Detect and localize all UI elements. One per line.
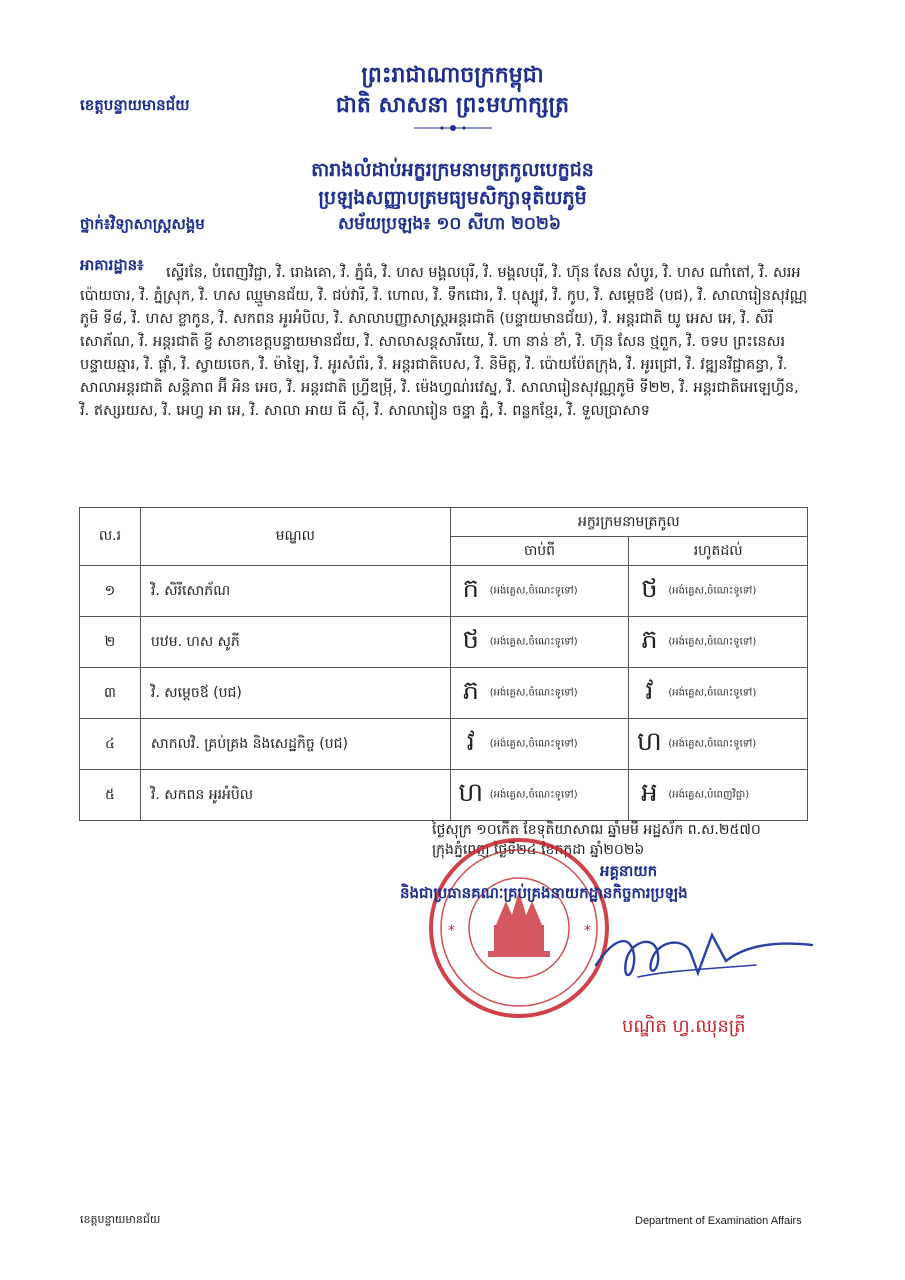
from-letter: ភ <box>462 676 479 706</box>
from-note: (អង់គ្លេស,ចំណេះទូទៅ) <box>489 585 578 597</box>
header-center: មណ្ឌល <box>140 508 450 566</box>
row-from <box>450 617 629 668</box>
kingdom-heading: ព្រះរាជាណាចក្រកម្ពុជា <box>361 63 544 88</box>
to-letter: ថ <box>641 574 658 604</box>
to-letter: វ <box>645 676 654 706</box>
row-from <box>450 719 629 770</box>
to-letter: ហ <box>636 727 662 757</box>
from-letter: ក <box>462 574 479 604</box>
header-to: រហូតដល់ <box>629 537 808 566</box>
row-center: វិ. សម្តេចឪ (បជ) <box>140 668 450 719</box>
table-row <box>80 668 808 719</box>
ornament-divider <box>412 124 494 132</box>
row-center: សាកលវិ. គ្រប់គ្រង និងសេដ្ឋកិច្ច (បជ) <box>140 719 450 770</box>
row-number: ៣ <box>80 668 141 719</box>
to-letter: ភ <box>641 625 658 655</box>
footer-province: ខេត្តបន្ទាយមានជ័យ <box>80 1213 161 1226</box>
row-from <box>450 770 629 821</box>
row-center: បឋម. ហស សូភី <box>140 617 450 668</box>
from-note: (អង់គ្លេស,ចំណេះទូទៅ) <box>489 738 578 750</box>
row-to <box>629 617 808 668</box>
document-subtitle: ប្រឡងសញ្ញាបត្រមធ្យមសិក្សាទុតិយភូមិ <box>318 187 587 209</box>
class-level: ថ្នាក់៖វិទ្យាសាស្ត្រសង្គម <box>80 215 205 233</box>
official-seal-icon <box>426 835 612 1021</box>
table-row <box>80 770 808 821</box>
national-motto: ជាតិ សាសនា ព្រះមហាក្សត្រ <box>335 93 570 118</box>
header-alphabet: អក្ខរក្រមនាមត្រកូល <box>450 508 807 537</box>
to-note: (អង់គ្លេស,ចំណេះទូទៅ) <box>668 687 757 699</box>
header-no: ល.រ <box>80 508 141 566</box>
row-center: វិ. សកពន អូរអំបិល <box>140 770 450 821</box>
centers-label: អាគារដ្ឋាន៖ <box>80 256 144 274</box>
table-header-row <box>80 508 808 537</box>
signature-icon <box>586 915 816 995</box>
row-number: ៥ <box>80 770 141 821</box>
row-number: ៤ <box>80 719 141 770</box>
signer-organization: និងជាប្រធានគណៈគ្រប់គ្រងនាយកដ្ឋានកិច្ចការប្រឡង <box>400 884 688 902</box>
signer-role: អគ្គនាយក <box>600 862 658 880</box>
to-note: (អង់គ្លេស,ចំណេះទូទៅ) <box>668 585 757 597</box>
row-from <box>450 668 629 719</box>
exam-date: សម័យប្រឡង៖ ១០ សីហា ២០២៦ <box>338 214 561 234</box>
svg-text:*: * <box>584 923 591 939</box>
table-row <box>80 719 808 770</box>
header-from: ចាប់ពី <box>450 537 629 566</box>
row-number: ២ <box>80 617 141 668</box>
footer-department: Department of Examination Affairs <box>635 1215 802 1227</box>
centers-list-text: ស្ទើរនែ, បំពេញវិជ្ជា, វិ. រោងគោ, វិ. ភ្នំធំ, វិ. ហស មង្គលបុរី, វិ. មង្គលបុរី, វិ. ហ៊ុន សែន សំបូរ, វិ. ហស ណាំតៅ, វិ. សរអ ប៉ោយចារ, វិ. ភ្នំស្រុក, វិ. ហស ឈ្មួមានជ័យ, វិ. ជប់វារី, វិ. ហោល, វិ. ទឹកជោរ, វិ. បុស្បូវ, វិ. កូប, វិ. សម្តេចឪ (បជ), វិ. សាលារៀនសុវណ្ណភូមិ ទី៨, វិ. ហស ខ្លាកូន, វិ. សកពន អូរអំបិល, វិ. សាលាបញ្ញាសាស្ត្រអន្តរជាតិ (បន្ទាយមានជ័យ), វិ. អន្តរជាតិ យូ អេស អេ, វិ. សិរីសោភ័ណ, វិ. អន្តរជាតិ ខ្វី សាខាខេត្តបន្ទាយមានជ័យ, វិ. សាលាសន្តសារីយេ, វិ. ហា នាន់ ខាំ, វិ. ហ៊ុន សែន ថ្មពួក, វិ. ចទប ព្រះនេសរ បន្ទាយឆ្មារ, វិ. ផ្គាំ, វិ. ស្វាយចេក, វិ. ម៉ាឡៃ, វិ. អូរសំព័រ, វិ. អន្តរជាតិបេស, វិ. និមិត្ត, វិ. ប៉ោយប៉ែតក្រុង, វិ. អូរជ្រៅ, វិ. វឌ្ឍនវិជ្ជាគន្ធា, វិ. សាលាអន្តរជាតិ សន្តិភាព អ៊ី អិន អេច, វិ. អន្តរជាតិ ហ្វ្រីឌម្រ៉ី, វិ. ម៉េងហ្វណ់រវេស្ន, វិ. សាលារៀនសុវណ្ណភូមិ ទី២២, វិ. អន្តរជាតិអេឡេហ្វីន, វិ. ឥស្សរយស, វិ. អេហ្វ អា អេ, វិ. សាលា អាយ ធី ស៊ី, វិ. សាលារៀន ចន្ទា ភ្នំ, វិ. ពន្លកខ្មែរ, វិ. ទួលប្រាសាទ <box>80 265 808 419</box>
solar-date: ក្រុងភ្នំពេញ ថ្ងៃទី២៤ ខែកក្កដា ឆ្នាំ២០២៦ <box>432 842 645 858</box>
from-letter: វ <box>466 727 475 757</box>
centers-list <box>80 262 808 423</box>
lunar-date: ថ្ងៃសុក្រ ១០កើត ខែទុតិយាសាឍ ឆ្នាំមមី អដ្ឋស័ក ព.ស.២៥៧០ <box>432 822 761 838</box>
to-letter: អ <box>641 778 658 808</box>
to-note: (អង់គ្លេស,បំពេញវិជ្ជា) <box>668 789 750 801</box>
to-note: (អង់គ្លេស,ចំណេះទូទៅ) <box>668 636 757 648</box>
to-note: (អង់គ្លេស,ចំណេះទូទៅ) <box>668 738 757 750</box>
document-title: តារាងលំដាប់អក្ខរក្រមនាមត្រកូលបេក្ខជន <box>311 159 594 181</box>
row-to <box>629 668 808 719</box>
from-note: (អង់គ្លេស,ចំណេះទូទៅ) <box>489 687 578 699</box>
table-row <box>80 617 808 668</box>
from-note: (អង់គ្លេស,ចំណេះទូទៅ) <box>489 789 578 801</box>
row-to <box>629 566 808 617</box>
table-row <box>80 566 808 617</box>
row-number: ១ <box>80 566 141 617</box>
allocation-table <box>79 507 808 821</box>
row-to <box>629 770 808 821</box>
from-letter: ហ <box>458 778 484 808</box>
row-from <box>450 566 629 617</box>
from-note: (អង់គ្លេស,ចំណេះទូទៅ) <box>489 636 578 648</box>
row-center: វិ. សិរីសោភ័ណ <box>140 566 450 617</box>
svg-text:*: * <box>448 923 455 939</box>
row-to <box>629 719 808 770</box>
signer-name: បណ្ឌិត ហ្វ.ឈុនត្រី <box>622 1016 746 1037</box>
province-label: ខេត្តបន្ទាយមានជ័យ <box>80 96 190 114</box>
from-letter: ថ <box>462 625 479 655</box>
